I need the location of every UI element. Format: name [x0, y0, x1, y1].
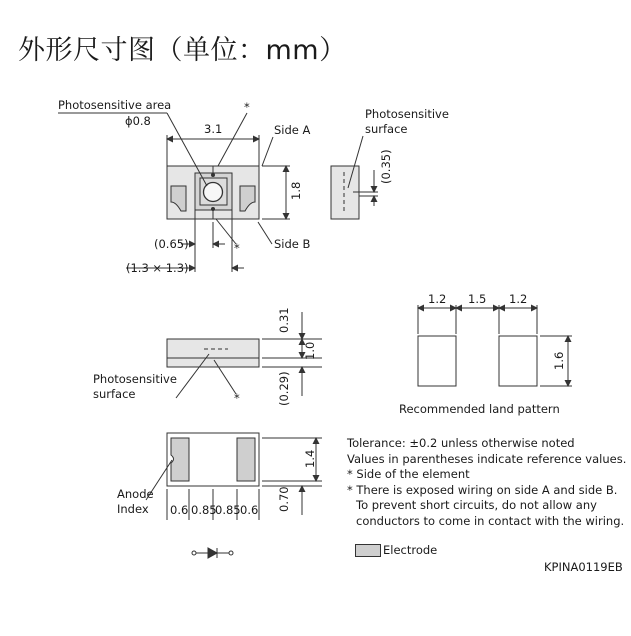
dim-bottom-0-6a: 0.6: [170, 503, 189, 517]
dim-0-31: 0.31: [277, 307, 291, 333]
front-view-body: [167, 339, 259, 367]
dim-bottom-0-6b: 0.6: [240, 503, 259, 517]
land-pad-right: [499, 336, 537, 386]
photosensitive-area-label: Photosensitive area: [58, 98, 172, 112]
note-wiring-3: conductors to come in contact with the wiring.: [356, 513, 625, 528]
ps-surface-mid-line1: Photosensitive: [93, 372, 177, 386]
dim-1-4: 1.4: [303, 449, 317, 468]
notes-block: [347, 436, 626, 529]
drawing-code: KPINA0119EB: [544, 560, 623, 574]
dim-1-8: 1.8: [289, 181, 303, 200]
dim-land-1-5: 1.5: [468, 292, 487, 306]
dim-land-1-2b: 1.2: [509, 292, 528, 306]
note-wiring-1: * There is exposed wiring on side A and side B.: [347, 482, 618, 497]
phi-dim: ϕ0.8: [125, 114, 151, 128]
dim-bottom-0-85a: 0.85: [191, 503, 217, 517]
front-view: [167, 312, 322, 398]
ps-surface-mid-line2: surface: [93, 387, 136, 401]
dim-3-1: 3.1: [204, 122, 223, 136]
dim-land-1-6: 1.6: [552, 351, 566, 370]
land-pad-left: [418, 336, 456, 386]
dim-land-1-2a: 1.2: [428, 292, 447, 306]
ps-surface-top-line1: Photosensitive: [365, 107, 449, 121]
dim-0-35: (0.35): [379, 149, 393, 184]
electrode-swatch: [355, 544, 381, 557]
page-title: 外形尺寸图（单位：mm）: [18, 35, 347, 66]
land-pattern-caption: Recommended land pattern: [399, 402, 560, 416]
dim-0-29: (0.29): [277, 371, 291, 406]
index-label: Index: [117, 502, 149, 516]
land-pattern: [418, 305, 572, 386]
dim-1-3x1-3: (1.3 × 1.3): [126, 261, 189, 275]
note-tolerance: Tolerance: ±0.2 unless otherwise noted: [347, 436, 575, 450]
side-a-label: Side A: [274, 123, 311, 137]
diode-symbol-icon: [192, 548, 233, 558]
dim-0-65: (0.65): [154, 237, 189, 251]
anode-electrode: [171, 438, 189, 481]
note-side: * Side of the element: [347, 467, 470, 481]
star-bottom: *: [234, 241, 240, 255]
star-top: *: [244, 100, 250, 114]
electrode-legend-label: Electrode: [383, 543, 438, 557]
ps-surface-top-line2: surface: [365, 122, 408, 136]
side-b-label: Side B: [274, 237, 311, 251]
dim-1-0: 1.0: [303, 341, 317, 360]
note-wiring-2: To prevent short circuits, do not allow any: [356, 498, 597, 512]
cathode-electrode: [237, 438, 255, 481]
dim-0-70: 0.70: [277, 486, 291, 512]
anode-label: Anode: [117, 487, 154, 501]
star-mid: *: [234, 391, 240, 405]
legend: [355, 543, 437, 557]
note-parentheses: Values in parentheses indicate reference values.: [347, 451, 627, 466]
side-view: [331, 136, 378, 219]
dim-bottom-0-85b: 0.85: [215, 503, 241, 517]
